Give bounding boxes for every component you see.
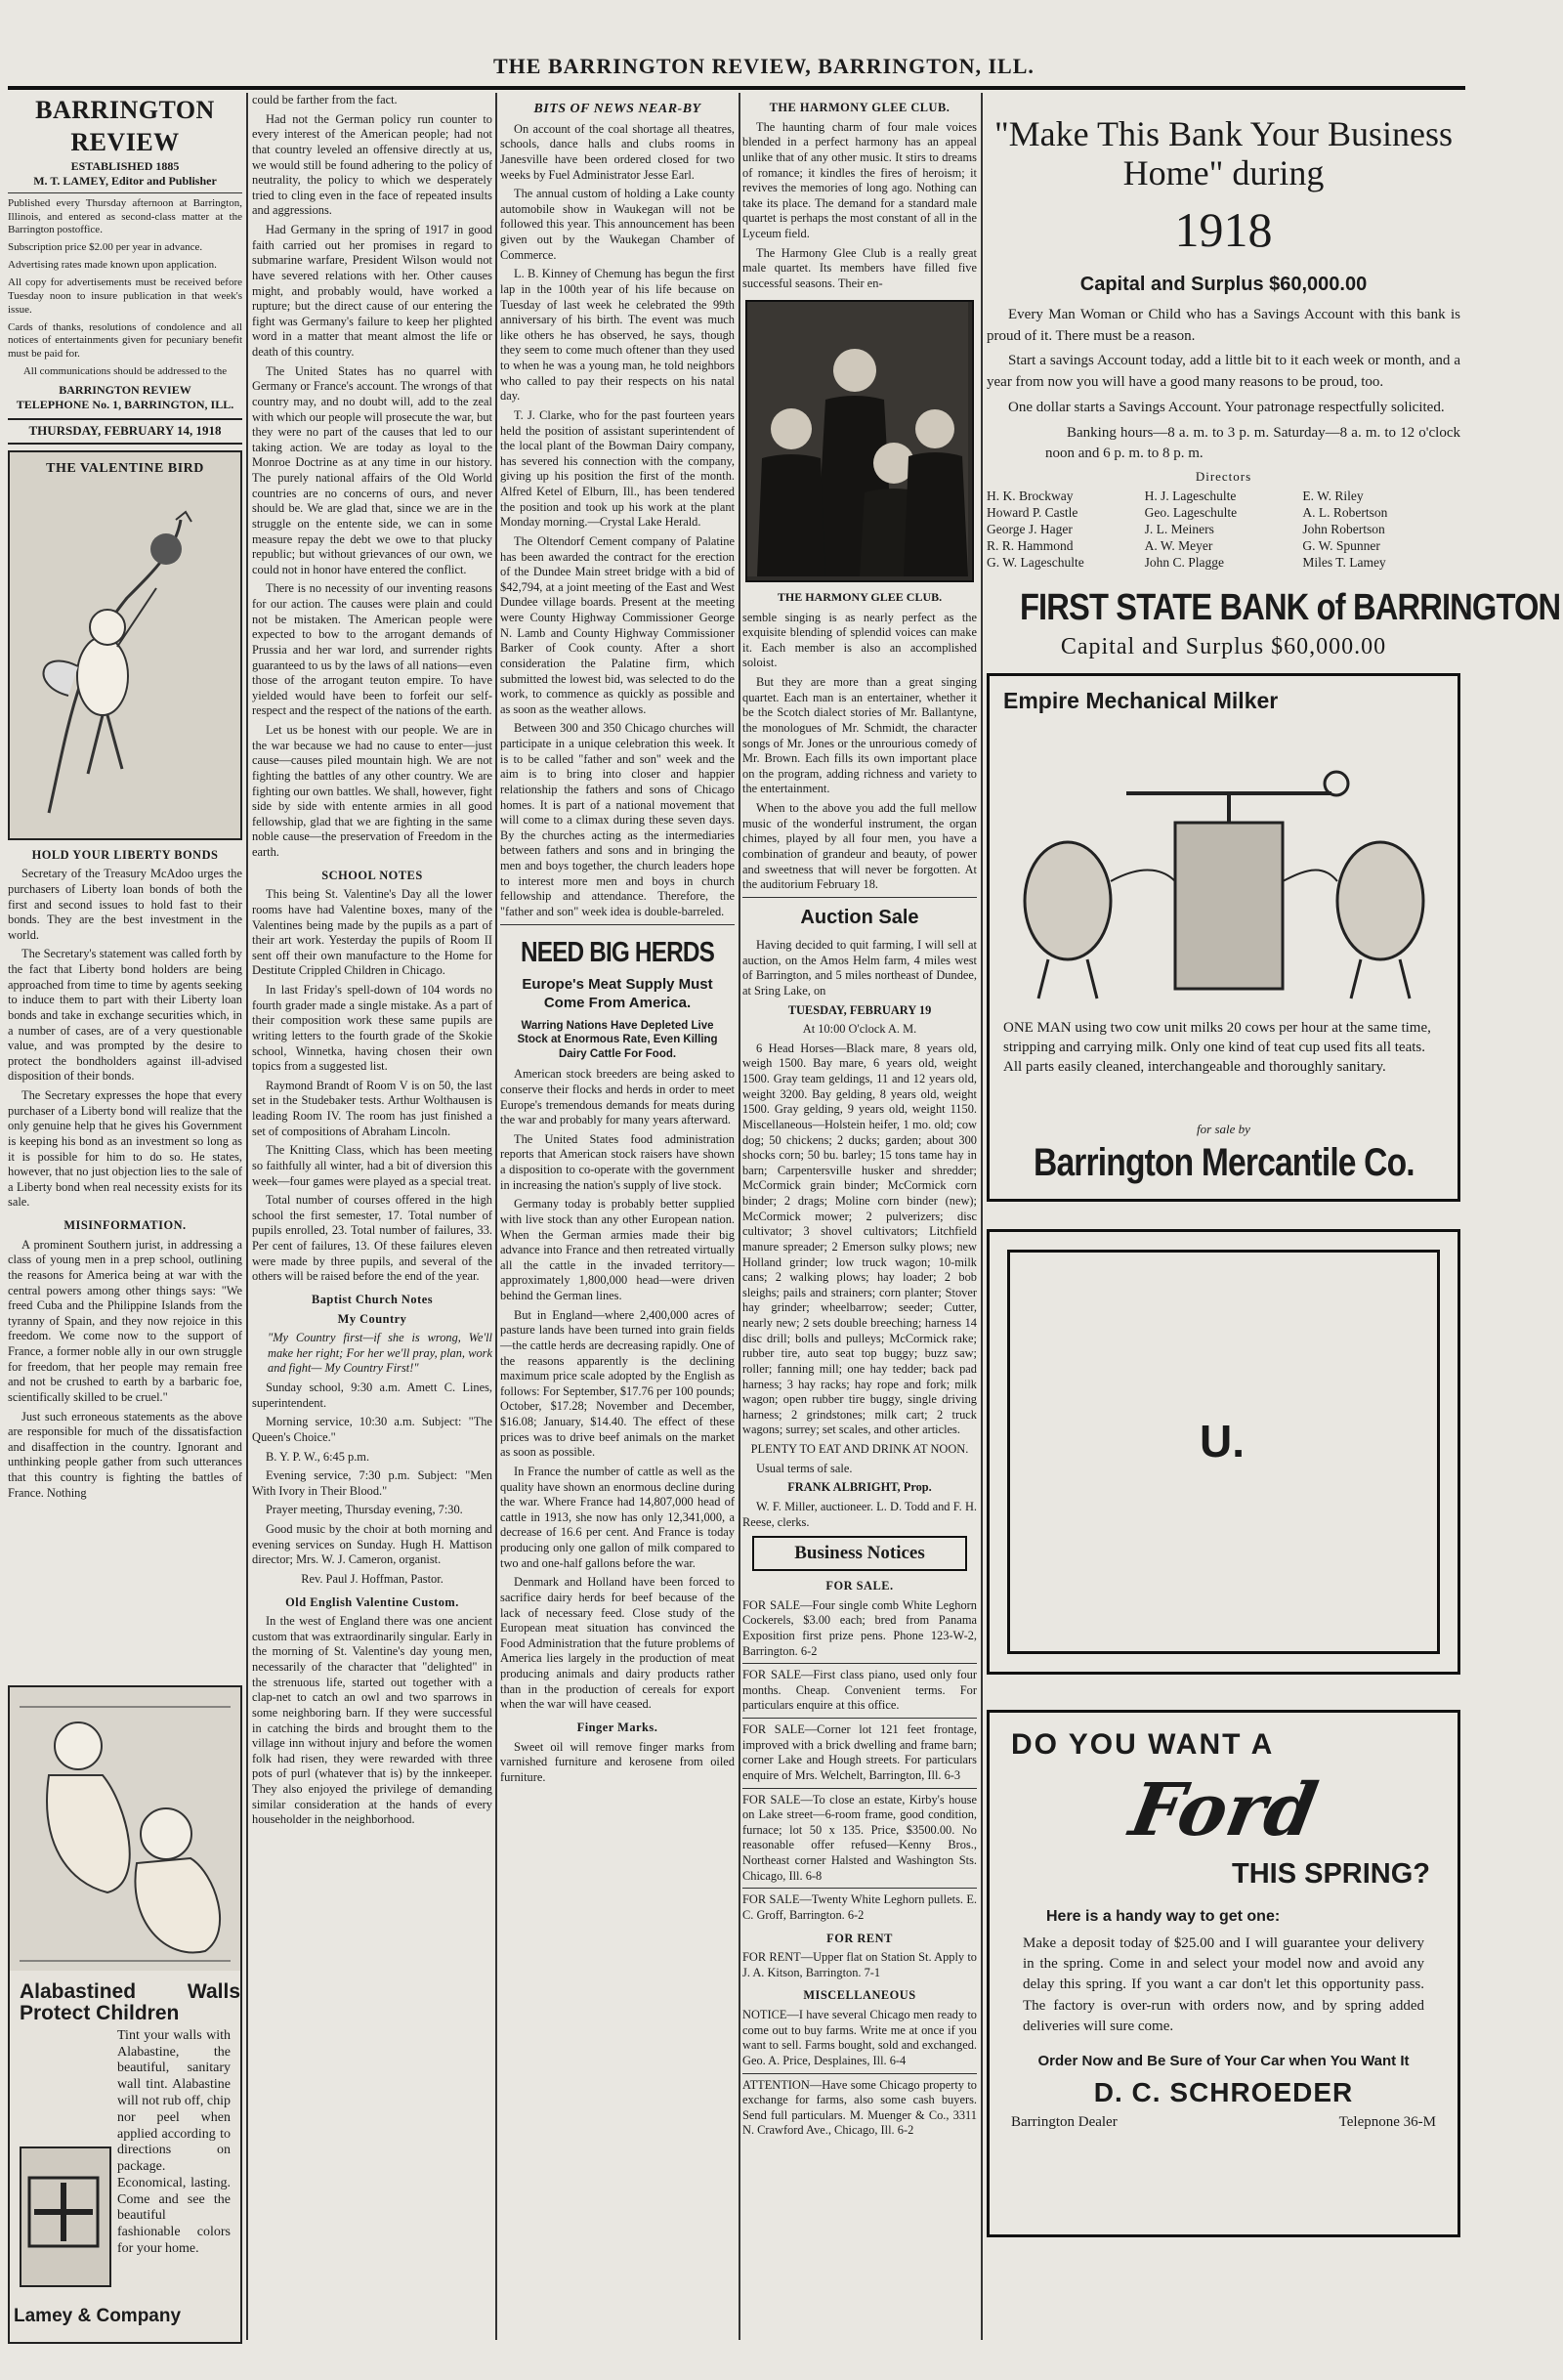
director-name: George J. Hager [987,522,1073,537]
bank-body [987,305,1460,465]
article-paragraph: In last Friday's spell-down of 104 words no fourth grader made a single mistake. As a part of their composition work these same pupils are writing letters to the fourth grade of the Skokie school, Winnetka, having chosen their own topics from a suggested list. [252,983,492,1074]
article-paragraph: Sunday school, 9:30 a.m. Amett C. Lines, superintendent. [252,1381,492,1410]
classified-item: FOR SALE—Corner lot 121 feet frontage, improved with a brick dwelling and frame barn; corner Lake and Hough streets. For particulars enquire of Mrs. Welchelt, Barrington, Ill. 6-3 [742,1722,977,1782]
article-paragraph: Had Germany in the spring of 1917 in good faith carried out her promises in regard to submarine warfare, President Wilson would not have severed relations with her. Other causes might, and probably would, have worked a rupture; but the direct cause of our entering the fight was Germany's failure to keep her plighted word in a matter that meant almost the life or death of this country. [252,223,492,359]
business-notices-heading: Business Notices [752,1536,967,1571]
alabastine-ad [8,1685,242,2344]
masthead-established: ESTABLISHED 1885 [70,158,180,173]
article-paragraph: Morning service, 10:30 a.m. Subject: "The Queen's Choice." [252,1415,492,1444]
article-paragraph: American stock breeders are being asked to conserve their flocks and herds in order to meet Europe's tremendous demands for meats during the war and probably for many years afterward. [500,1067,735,1127]
header-rule [8,86,1465,90]
ford-footer [1011,2113,1436,2132]
masthead-notice: Cards of thanks, resolutions of condolence and all notices of entertainments given for pecuniary benefit must be paid for. [8,320,242,361]
article-paragraph: When to the above you add the full mellow music of the wonderful instrument, the organ chimes, played by all four men, you have a combination of grandeur and beauty, of power and sweetness that will never be forgotten. At the auditorium February 18. [742,801,977,892]
masthead-notice: Published every Thursday afternoon at Barrington, Illinois, and entered as second-class matter at the Barrington postoffice. [8,196,242,236]
director-name: Geo. Lageschulte [1144,505,1238,521]
directors-label: Directors [1195,469,1252,485]
auction-proprietor: FRANK ALBRIGHT, Prop. [787,1480,932,1495]
masthead-notice: Subscription price $2.00 per year in advance. [8,241,203,254]
for-sale-heading: FOR SALE. [825,1579,894,1594]
glee-photo-caption: THE HARMONY GLEE CLUB. [777,589,943,604]
herds-subheading: Europe's Meat Supply Must Come From America. [522,976,713,1011]
article-paragraph: semble singing is as nearly perfect as the exquisite blending of splendid voices can make it. Each member is also an accomplished soloist. [742,610,977,670]
ford-logo: Ford [1123,1767,1324,1852]
glee-heading: THE HARMONY GLEE CLUB. [769,101,950,114]
masthead-address: BARRINGTON REVIEW [59,383,191,398]
rule [742,1718,977,1719]
article-paragraph: But they are more than a great singing quartet. Each man is an entertainer, whether it be the Scotch dialect stories of Mr. Ballantyne, the monologues of Mr. Schmidt, the character songs of Mr. Jones or the unrourious comedy of Mr. Brown. Each fills its own important place on the program, adding richness and variety to the entertainment. [742,675,977,796]
custom-heading: Old English Valentine Custom. [285,1594,459,1609]
director-name: G. W. Spunner [1302,538,1380,554]
auction-intro: Having decided to quit farming, I will sell at auction, on the Amos Helm farm, 4 miles west of Barrington, and 5 miles northeast of Dundee, at Sring Lake, on [742,938,977,998]
milker-machine-illustration [1009,764,1439,1008]
auction-terms: Usual terms of sale. [756,1461,853,1475]
ford-ad [987,1710,1460,2237]
rule [742,1663,977,1664]
article-paragraph: Between 300 and 350 Chicago churches will participate in a unique celebration this week. It is to be called "father and son" week and the aim is to bring into closer and happier relationship the fathers and sons of Chicago homes. It is part of a national movement that will come to a climax during these seven days. By the churches acting as the intermediaries between fathers and sons and in bringing the men and boys together, the church leaders hope to interest more men and boys in church fellowship and attendance. Therefore, the "father and son" week idea is double-barreled. [500,721,735,918]
rule [8,192,242,193]
classified-item: FOR SALE—To close an estate, Kirby's house on Lake street—6-room frame, good condition, furnace; lot 50 x 135. Price, $3500.00. No reasonable offer refused—Kenny Bros., Northeast corner Halsted and Washington Sts. Chicago, Ill. 6-8 [742,1792,977,1883]
column-4 [742,93,977,2340]
milker-title: Empire Mechanical Milker [1003,687,1279,713]
ford-dealer-label: Barrington Dealer [1011,2114,1118,2131]
bank-paragraph: Banking hours—8 a. m. to 3 p. m. Saturday—8 a. m. to 12 o'clock noon and 6 p. m. to 8 p. m. [1045,424,1460,462]
director-name: R. R. Hammond [987,538,1074,554]
article-paragraph: In France the number of cattle as well as the quality have shown an enormous decline during the war. Where France had 14,807,000 head of cattle in 1913, she now has only 12,341,000, a decrease of 16.6 per cent. And France is today producing only one gallon of milk compared to two and one-half gallons before the war. [500,1464,735,1570]
director-name: Miles T. Lamey [1302,554,1386,570]
rule [742,2073,977,2074]
bank-paragraph: One dollar starts a Savings Account. Your patronage respectfully solicited. [1008,399,1445,415]
article-paragraph: Raymond Brandt of Room V is on 50, the last set in the Studebaker tests. Arthur Wolthausen is leading Room IV. The room has just finished a set of compositions of Abraham Lincoln. [252,1078,492,1138]
article-paragraph: In the west of England there was one ancient custom that was extraordinarily singular. Early in the morning of St. Valentine's day young men, necessarily of the character that "delighted" in the strenuous life, started out together with a clap-net to catch an owl and two sparrows in some neighboring barn. If they were successful in catching the birds and brought them to the village inn without injury and before the women folk had risen, they were rewarded with three pots of purl (whatever that is) by the innkeeper. They also enjoyed the privilege of demanding similar consideration at the hands of every householder in the neighborhood. [252,1614,492,1827]
auction-auctioneer: W. F. Miller, auctioneer. L. D. Todd and F. H. Reese, clerks. [742,1499,977,1529]
bank-name: FIRST STATE BANK of BARRINGTON [1019,586,1561,628]
director-name: E. W. Riley [1302,489,1364,504]
article-paragraph: B. Y. P. W., 6:45 p.m. [266,1449,370,1464]
article-paragraph: Germany today is probably better supplied with live stock than any other European nation. When the German armies made their big advance into France and then retreated virtually all the cattle in the invaded territory—approximately 1,800,000 head—were driven behind the German lines. [500,1197,735,1303]
alabastine-title: Alabastined Walls Protect Children [20,1979,240,2024]
school-heading: SCHOOL NOTES [321,868,423,882]
director-name: J. L. Meiners [1144,522,1214,537]
article-paragraph: L. B. Kinney of Chemung has begun the first lap in the 100th year of his life because on Tuesday of last week he celebrated the 99th anniversary of his birth. The event was much like others he has observed, he says, though they seem to come much oftener than they used to when he was a young man, he told neighbors who called to pay their respects on his natal day. [500,267,735,404]
column-2 [252,93,492,2340]
column-rule [246,93,248,2340]
article-paragraph: The United States food administration reports that American stock raisers have shown a disposition to co-operate with the government in increasing the nation's supply of live stock. [500,1131,735,1192]
article-paragraph: Prayer meeting, Thursday evening, 7:30. [266,1503,463,1517]
director-name: G. W. Lageschulte [987,554,1084,570]
classified-item: FOR SALE—Twenty White Leghorn pullets. E. C. Groff, Barrington. 6-2 [742,1892,977,1922]
valentine-title: THE VALENTINE BIRD [46,460,204,476]
rule [742,897,977,898]
article-paragraph: could be farther from the fact. [252,93,398,106]
article-paragraph: The United States has no quarrel with Germany or France's account. The wrongs of that country may, and no doubt will, add to the zeal with which our people will prosecute the war, but they were no part of the causes that led to our taking action. We are today as loyal to the Monroe Doctrine as at any time in our history. The purely national affairs of the Old World countries are no concerns of ours, and never should be. We are glad that, since we are in the struggle on the entente side, we can in some measure repay the debt we owe to that plucky republic; but without grievances of our own, we could not in honor have entered the conflict. [252,363,492,576]
article-paragraph: The Oltendorf Cement company of Palatine has been awarded the contract for the erection of the Dundee Main street bridge with a bid of $42,794, at a joint meeting of the East and West Dundee village boards. Present at the meeting were County Highway Commissioner George N. Lamb and County Highway Commissioner Barker of Cook county. After a short consideration the Palatine firm, which submitted the lowest bid, was selected to do the work, to commence as quickly as possible and as soon as the weather allows. [500,533,735,716]
article-paragraph: A prominent Southern jurist, in addressing a class of young men in a prep school, outlining the reasons for America being at war with the central powers among other things says: "We freed Cuba and the Philippine Islands from the tyranny of Spain, and they now rejoice in this freedom. We come now to the support of France, a former noble ally in our own struggle for freedom, that her people may remain free and not be crushed to earth by a barbaric foe, scientifically skilled to be cruel." [8,1237,242,1404]
article-paragraph: The haunting charm of four male voices blended in a perfect harmony has an appeal unlike that of any other music. It stirs to dreams of romance; it kindles the fires of heroism; it revives the memories of long ago. Nothing can take its place. The demand for a standard male quartet is perhaps the most constant of all in the Lyceum field. [742,119,977,240]
for-rent-heading: FOR RENT [826,1931,893,1945]
classified-item: FOR SALE—First class piano, used only four months. Cheap. Convenient terms. For particulars enquire at this office. [742,1668,977,1713]
package-cross-icon [21,2148,106,2281]
children-illustration [10,1687,240,1971]
herds-heading: NEED BIG HERDS [520,936,715,968]
article-paragraph: T. J. Clarke, who for the past fourteen years held the position of assistant superintendent of the local plant of the Bowman Dairy company, has severed his connection with the company, giving up his position the first of the month. Alfred Ketel of Elburn, Ill., has been tendered the position and took up his work at the plant Monday morning.—Crystal Lake Herald. [500,407,735,530]
herds-deck: Warring Nations Have Depleted Live Stock at Enormous Rate, Even Killing Dairy Cattle For Food. [517,1019,718,1060]
auction-date: TUESDAY, FEBRUARY 19 [787,1002,932,1017]
bank-capital-footer: Capital and Surplus $60,000.00 [1060,633,1387,659]
auction-lunch: PLENTY TO EAT AND DRINK AT NOON. [750,1442,969,1457]
director-name: A. L. Robertson [1302,505,1388,521]
for-sale-by: for sale by [1197,1122,1250,1137]
auction-items: 6 Head Horses—Black mare, 8 years old, weigh 1500. Bay mare, 6 years old, weight 1500. Gray team geldings, 11 and 12 years old, weight 3200. Bay gelding, 8 years old, weight 1500. Gray gelding, 9 years old, weight 1150. Miscellaneous—Holstein heifer, 1 mo. old; cow dog; 50 chickens; 2 ducks; garden; about 300 shocks corn; 50 bu. barley; 15 tons tame hay in barn; Carpentersville husker and shredder; McCormick grain binder; McCormick corn binder; 2 drags; Moline corn binder (new); McCormick mower; 2 pulverizers; disc cultivator; 3 shovel cultivators; Litchfield manure spreader; 2 Emerson sulky plows; new Holland grinder; low truck wagon; 10-milk cans; 2 walking plows; hay loader; 2 bob sleighs; pails and strainers; corn planter; Stover hay grinder; wheelbarrow; seeder; Cutter, nearly new; 2 sets double breeching; harness 14 disc drill; bolls and pulleys; McCormick rake; rubber tire, auto seat top buggy; buzz saw; roller; fanning mill; one hay tedder; back pad harness; 3 hay racks; hay rope and fork; milk wagon; open rubber tire buggy, single driving harness; 2 grindstones; milk cart; 2 truck wagons; surrey; set scales, and other articles. [742,1041,977,1437]
bank-ad [987,114,1561,661]
bank-capital: Capital and Surplus $60,000.00 [1079,273,1368,295]
masthead-notice: All communications should be addressed to the [22,365,228,378]
classified-item: NOTICE—I have several Chicago men ready to come out to buy farms. Write me at once if you want to sell. Farms bought, sold and exchanged. Geo. A. Price, Desplaines, Ill. 6-4 [742,2008,977,2067]
article-paragraph: Good music by the choir at both morning and evening services on Sunday. Hugh H. Mattison director; Mrs. W. J. Cameron, organist. [252,1522,492,1567]
valentine-illustration [8,450,242,840]
church-heading: Baptist Church Notes [311,1292,434,1306]
running-head: THE BARRINGTON REVIEW, BARRINGTON, ILL. [493,54,1035,78]
ford-question: DO YOU WANT A [1011,1727,1275,1761]
finger-marks-heading: Finger Marks. [576,1720,658,1734]
alabastine-body: Tint your walls with Alabastine, the beautiful, sanitary wall tint. Alabastine will not rub off, chip nor peel when applied according to directions on package. Economical, lasting. Come and see the beautiful fashionable colors for your home. [117,2027,232,2257]
article-paragraph: The Secretary expresses the hope that every purchaser of a Liberty bond will realize that the only genuine help that he gives his Government is keeping his bond as an investment so long as it is possible for him to do so. He states, however, that no just objection lies to the sale of a Liberty bond when real necessity exists for its sale. [8,1088,242,1210]
ford-telephone: Telepnone 36-M [1338,2114,1436,2131]
column-rule [495,93,497,2340]
ford-subhead: Here is a handy way to get one: [1046,1908,1281,1926]
bank-year: 1918 [1174,201,1273,257]
masthead-notice: Advertising rates made known upon application. [8,259,217,272]
article-paragraph: Total number of courses offered in the high school the first semester, 17. Total number of pupils enrolled, 23. Total number of failures, 33. Per cent of failures, 13. Of these failures eleven were made by three pupils, and several of the others will be raised before the end of the year. [252,1193,492,1284]
ford-dealer: D. C. SCHROEDER [1093,2077,1354,2108]
u-ad [987,1229,1460,1675]
ford-body: Make a deposit today of $25.00 and I will guarantee your delivery in the spring. Come in and select your model now and avoid any delay this spring. If you want a car don't let this opportunity pass. The factory is over-run with orders now, and by spring added deliveries will sure come. [1023,1934,1424,2034]
article-paragraph: The annual custom of holding a Lake county automobile show in Waukegan will not be followed this year. This announcement has been given out by the Waukegan Chamber of Commerce. [500,187,735,262]
article-paragraph: Let us be honest with our people. We are in the war because we had no cause to enter—just cause—causes piled mountain high. We are not fighting the battles of any other country. We are fighting our own battles. We shall, however, fight side by side with entente armies in all good fellowship, glad that we are fighting in the same noble cause—the preservation of Freedom in the earth. [252,723,492,859]
bank-paragraph: Start a savings Account today, add a little bit to it each week or month, and a year from now you will have a good many reasons to be proud, too. [987,353,1460,391]
director-name: H. J. Lageschulte [1144,489,1237,504]
directors-list [987,489,1460,571]
church-subheading: My Country [337,1311,407,1326]
article-paragraph: The Secretary's statement was called forth by the fact that Liberty bond holders are being approached from time to time by agents seeking to induce them to part with their Liberty loan bonds and take in exchange securities which, in a number of cases, are of a very questionable value, and was prompted by the desire to protect the bondholders against ill-advised disposition of their bonds. [8,947,242,1084]
liberty-heading: HOLD YOUR LIBERTY BONDS [31,847,219,862]
church-verse: "My Country first—if she is wrong, We'll make her right; For her we'll pray, plan, work and fight— My Country First!" [268,1331,492,1376]
director-name: Howard P. Castle [987,505,1078,521]
auction-time: At 10:00 O'clock A. M. [802,1022,917,1037]
mercantile-block [997,1122,1450,1187]
column-rule [981,93,983,2340]
column-rule [739,93,740,2340]
director-name: John Robertson [1302,522,1385,537]
article-paragraph: But in England—where 2,400,000 acres of pasture lands have been turned into grain fields—the cattle herds are decreasing rapidly. One of the reasons apparently is the declining maximum price scale adopted by the English as follows: For September, $17.76 per 100 pounds; October, $17.28; November and December, $16.08; January, $14.40. The effect of these prices was to drive beef animals on the market as soon as possible. [500,1307,735,1460]
article-paragraph: On account of the coal shortage all theatres, schools, dance halls and clubs rooms in Janesville have been ordered closed for two weeks by Fuel Administrator Jesse Earl. [500,121,735,182]
article-paragraph: The Harmony Glee Club is a really great male quartet. Its members have filled five successful seasons. Their en- [742,245,977,290]
bank-quote: "Make This Bank Your Business Home" during [993,114,1454,193]
quartet-portrait [747,302,968,576]
issue-date: THURSDAY, FEBRUARY 14, 1918 [8,418,242,444]
article-paragraph: Evening service, 7:30 p.m. Subject: "Men With Ivory in Their Blood." [252,1468,492,1498]
rule [742,1888,977,1889]
rule [742,1788,977,1789]
column-3 [500,93,735,2340]
mercantile-name: Barrington Mercantile Co. [1034,1140,1415,1184]
bank-paragraph: Every Man Woman or Child who has a Savings Account with this bank is proud of it. There must be a reason. [987,306,1460,344]
classified-item: FOR SALE—Four single comb White Leghorn Cockerels, $3.00 each; bred from Panama Exposition first prize pens. Phone 123-W-2, Barrington. 6-2 [742,1597,977,1658]
column-1 [8,93,242,2340]
classified-item: ATTENTION—Have some Chicago property to exchange for farms, also some cash buyers. Send full particulars. M. Muenger & Co., 3311 N. Crawford Ave., Chicago, Ill. 6-2 [742,2077,977,2138]
article-paragraph: Secretary of the Treasury McAdoo urges the purchasers of Liberty loan bonds of both the first and second issues to hold fast to their bonds. They are the best investment in the world. [8,867,242,942]
article-paragraph: There is no necessity of our inventing reasons for our action. The causes were plain and could not be mistaken. The American people were expected to bow to the arrogant demands of Prussia and her war lord, and surrender rights guaranteed to us by the laws of all nations—even those of the arrogant teuton empire. To have yielded would have been to forfeit our self-respect and the respect of the nations of the earth. [252,581,492,718]
glee-club-photo [745,300,974,582]
director-name: H. K. Brockway [987,489,1074,504]
article-paragraph: Denmark and Holland have been forced to sacrifice dairy herds for beef because of the lack of necessary feed. Close study of the European meat situation has convinced the Food Administration that the future problems of America lies largely in the production of meat producing animals and dairy products rather than in the production of cereals for export when the war will have ceased. [500,1575,735,1712]
article-paragraph: Just such erroneous statements as the above are responsible for much of the dissatisfaction and disaffection in the country. Ignorant and unthinking people gather from such utterances that this country is fighting the battles of France. Nothing [8,1409,242,1500]
article-paragraph: Had not the German policy run counter to every interest of the American people; had not that country leveled an offensive directly at us, we would still be found adhering to the policy of neutrality, the policy to which we desperately tried to cling even in the face of repeated insults and aggressions. [252,111,492,218]
director-name: John C. Plagge [1144,554,1225,570]
lamey-company: Lamey & Company [14,2306,182,2327]
column-5 [987,93,1561,2340]
ford-spring: THIS SPRING? [1231,1857,1430,1890]
misinformation-heading: MISINFORMATION. [63,1218,187,1232]
classified-item: FOR RENT—Upper flat on Station St. Apply to J. A. Kitson, Barrington. 7-1 [742,1950,977,1979]
milker-text: ONE MAN using two cow unit milks 20 cows per hour at the same time, stripping and carrying milk. Only one kind of teat cup used fits all teats. All parts easily cleaned, interchangeable and thoroughly sanitary. [1003,1019,1431,1076]
u-letter: U. [1200,1415,1245,1466]
masthead-telephone: TELEPHONE No. 1, BARRINGTON, ILL. [16,398,234,412]
article-paragraph: Sweet oil will remove finger marks from varnished furniture and kerosene from oiled furniture. [500,1739,735,1784]
auction-heading: Auction Sale [800,906,919,928]
masthead-editor: M. T. LAMEY, Editor and Publisher [33,173,217,188]
masthead-title: BARRINGTON REVIEW [35,96,215,156]
ford-order: Order Now and Be Sure of Your Car when You Want It [1037,2053,1410,2070]
article-paragraph: This being St. Valentine's Day all the lower rooms have had Valentine boxes, many of the Valentines being made by the pupils as a part of their art work. Yesterday the pupils of Room II sent off their own manufacture to the Home for Destitute Crippled Children in Chicago. [252,887,492,978]
director-name: A. W. Meyer [1144,538,1213,554]
church-pastor: Rev. Paul J. Hoffman, Pastor. [301,1571,444,1586]
rule [500,924,735,925]
bits-heading: BITS OF NEWS NEAR-BY [533,102,701,116]
masthead-notice: All copy for advertisements must be received before Tuesday noon to insure publication in that week's issue. [8,276,242,316]
alabastine-package [20,2146,111,2287]
milker-ad [987,673,1460,1202]
misc-heading: MISCELLANEOUS [803,1988,916,2003]
cupid-drawing [10,481,240,832]
article-paragraph: The Knitting Class, which has been meeting so faithfully all winter, had a bit of diversion this week—four games were played as a special treat. [252,1143,492,1188]
